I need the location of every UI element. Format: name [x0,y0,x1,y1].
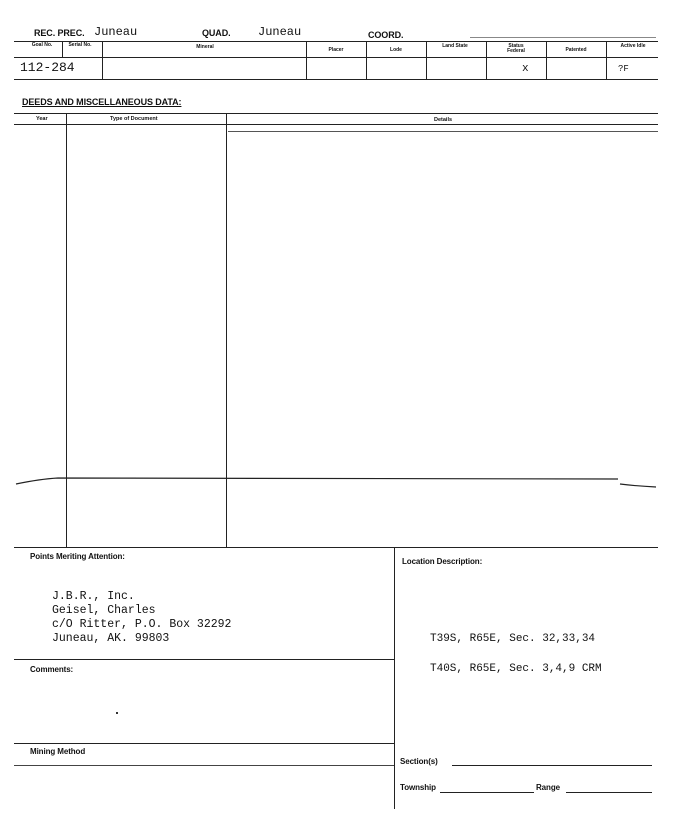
lower-divider [394,547,395,809]
comments-label: Comments: [30,665,74,674]
deeds-col-details: Details [434,117,453,123]
points-text [52,590,231,646]
header-table-top [14,41,658,42]
deeds-col-type: Type of Document [110,116,158,122]
col-sep [426,41,427,79]
col-sep [102,41,103,79]
record-number: 112-284 [20,60,75,75]
location-line-2: T40S, R65E, Sec. 3,4,9 CRM [430,663,602,675]
col-sep [546,41,547,79]
col-header-active-idle: Active Idle [620,43,646,49]
stray-mark [116,712,118,714]
header-table-bottom [14,79,658,80]
federal-mark: x [522,63,529,75]
deeds-subheader-rule [228,131,658,132]
township-rule [440,792,534,793]
active-mark: ?F [618,64,629,74]
coord-label: COORD. [368,30,404,40]
points-label: Points Meriting Attention: [30,552,125,561]
deeds-section-title: DEEDS AND MISCELLANEOUS DATA: [22,97,182,107]
col-header-serial-no: Serial No. [68,42,92,48]
header-table-mid [14,57,658,58]
quad-value: Juneau [258,25,302,39]
range-label: Range [536,783,560,792]
rec-prec-value: Juneau [94,25,138,39]
rec-prec-label: REC. PREC. [34,28,85,38]
col-sep [62,41,63,57]
deeds-col-year: Year [36,116,48,122]
location-label: Location Description: [402,557,483,566]
points-line: J.B.R., Inc. [52,590,135,603]
sections-rule [452,765,652,766]
sections-label: Section(s) [400,757,438,766]
points-line: Geisel, Charles [52,604,156,617]
col-header-status-federal: Status Federal [507,43,525,54]
range-rule [566,792,652,793]
points-line: Juneau, AK. 99803 [52,632,170,645]
points-line: c/O Ritter, P.O. Box 32292 [52,618,232,631]
col-header-placer: Placer [328,47,344,53]
deeds-table-top [14,113,658,114]
quad-label: QUAD. [202,28,231,38]
points-bottom-rule [14,659,394,660]
col-header-mineral: Mineral [196,44,214,50]
deeds-header-rule [14,124,658,125]
col-header-goal-no: Goal No. [31,42,53,48]
location-line-1: T39S, R65E, Sec. 32,33,34 [430,633,596,645]
township-label: Township [400,783,436,792]
coord-rule [470,37,656,38]
deeds-table-bottom [14,547,658,548]
col-header-patented: Patented [565,47,587,53]
col-sep [306,41,307,79]
mining-method-rule [14,765,394,766]
col-sep [606,41,607,79]
col-header-land-status: Land State [442,43,468,49]
col-sep [366,41,367,79]
col-sep [486,41,487,79]
comments-bottom-rule [14,743,394,744]
hand-drawn-line [0,470,678,500]
mining-method-label: Mining Method [30,747,86,756]
col-header-lode: Lode [390,47,402,53]
